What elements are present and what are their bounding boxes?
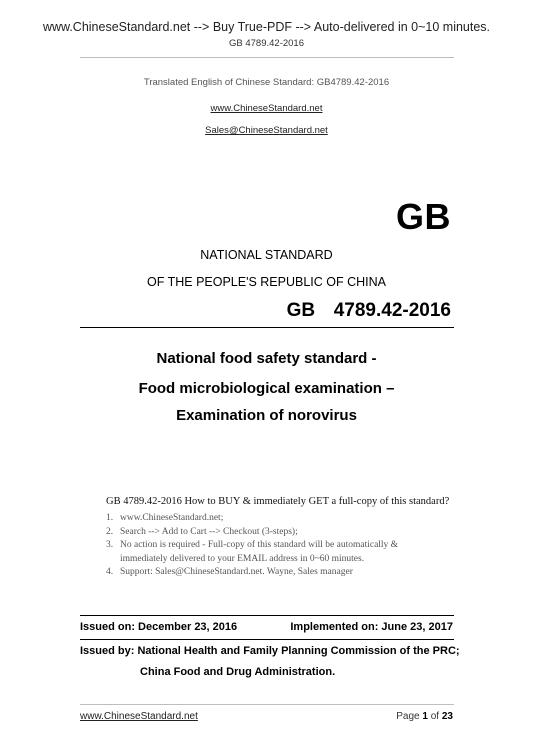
step-number: 2. [106, 526, 114, 537]
purchase-info [106, 496, 466, 580]
step-number: 3. [106, 540, 114, 550]
list-item [106, 512, 466, 526]
title-line-3: Examination of norovirus [176, 407, 357, 424]
footer-website-link[interactable]: www.ChineseStandard.net [80, 711, 198, 722]
page-current: 1 [422, 711, 428, 722]
header-banner: www.ChineseStandard.net --> Buy True-PDF --> Auto-delivered in 0~10 minutes. [42, 20, 491, 34]
list-item [106, 553, 466, 567]
step-number [106, 553, 120, 567]
issuer-line-2: China Food and Drug Administration. [140, 666, 336, 678]
step-text: immediately delivered to your EMAIL address in 0~60 minutes. [120, 553, 365, 564]
list-item [106, 526, 466, 540]
implemented-on: Implemented on: June 23, 2017 [290, 621, 453, 633]
page-total: 23 [441, 711, 453, 722]
purchase-steps [106, 512, 466, 580]
email-link[interactable]: Sales@ChineseStandard.net [205, 125, 328, 136]
email-link-row [0, 120, 533, 138]
dates-bottom-divider [80, 639, 454, 640]
page-label: Page [396, 711, 420, 722]
list-item [106, 539, 466, 553]
step-text: Search --> Add to Cart --> Checkout (3-steps); [120, 526, 298, 537]
step-text: No action is required - Full-copy of this standard will be automatically & [120, 540, 399, 550]
translated-line: Translated English of Chinese Standard: GB4789.42-2016 [143, 77, 390, 88]
list-item [106, 566, 466, 580]
gb-logo: GB [396, 196, 451, 237]
website-link-row [0, 98, 533, 116]
title-line-2: Food microbiological examination – [138, 380, 395, 397]
step-number: 1. [106, 513, 114, 523]
title-line-1: National food safety standard - [156, 350, 377, 367]
step-number: 4. [106, 567, 114, 577]
purchase-title: GB 4789.42-2016 How to BUY & immediately GET a full-copy of this standard? [106, 496, 450, 507]
national-standard-label: NATIONAL STANDARD [200, 248, 333, 262]
dates-top-divider [80, 615, 454, 616]
page-of: of [430, 711, 440, 722]
country-label: OF THE PEOPLE'S REPUBLIC OF CHINA [146, 275, 386, 289]
footer-divider [80, 704, 454, 705]
issuer-line-1: Issued by: National Health and Family Planning Commission of the PRC; [80, 645, 460, 657]
issued-on: Issued on: December 23, 2016 [80, 621, 238, 633]
page-indicator [396, 711, 453, 722]
header-divider [80, 57, 454, 58]
title-divider [80, 327, 454, 328]
step-text: www.ChineseStandard.net; [120, 513, 224, 523]
header-doc-code: GB 4789.42-2016 [228, 38, 304, 49]
website-link[interactable]: www.ChineseStandard.net [210, 103, 323, 114]
standard-number: GB 4789.42-2016 [286, 300, 451, 321]
step-text: Support: Sales@ChineseStandard.net. Wayne, Sales manager [120, 567, 353, 577]
